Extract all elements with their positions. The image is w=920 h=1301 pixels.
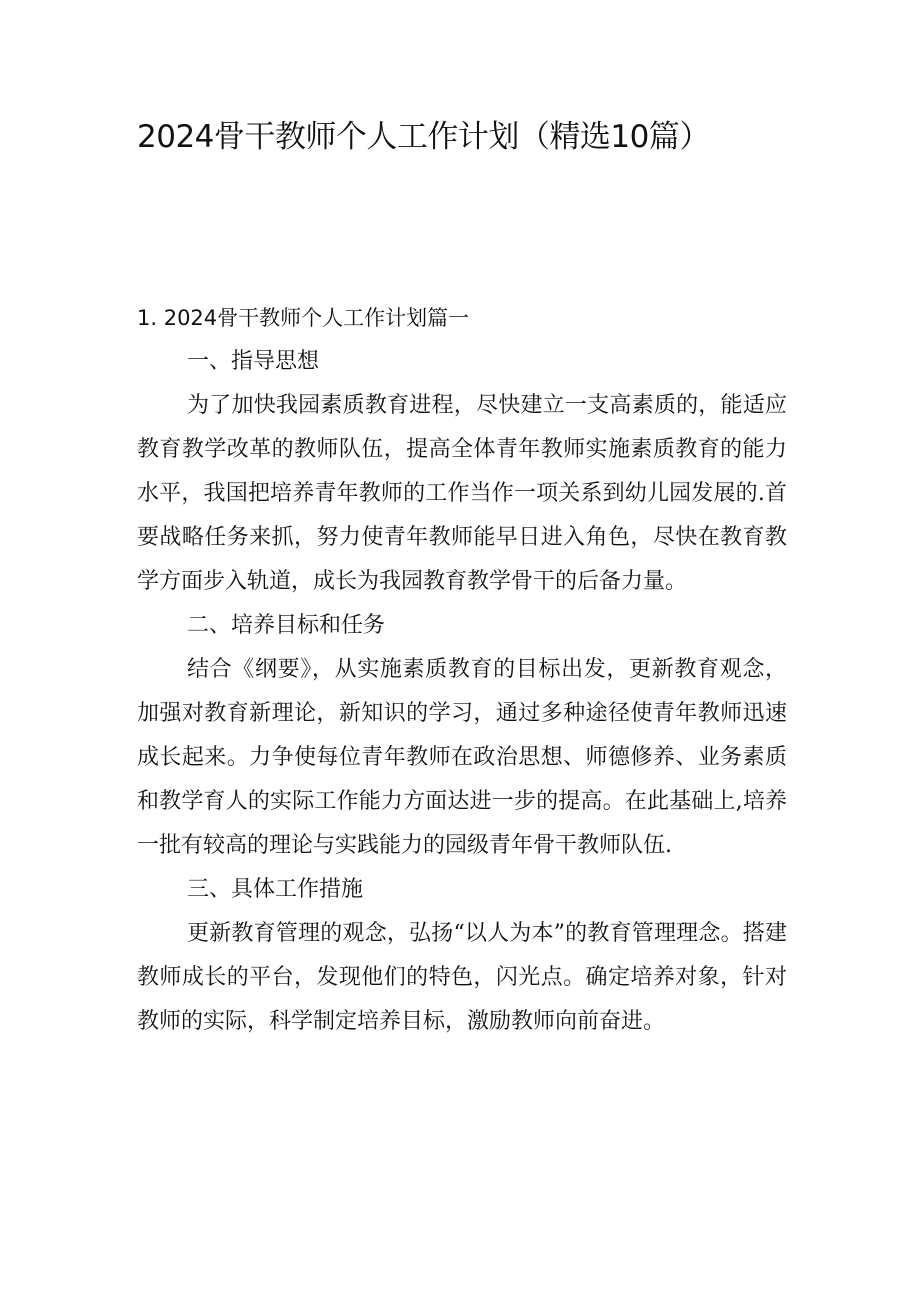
document-title: 2024骨干教师个人工作计划（精选10篇） <box>137 119 710 155</box>
paragraph-guiding-ideology: 为了加快我园素质教育进程，尽快建立一支高素质的，能适应教育教学改革的教师队伍，提高全体青年教师实施素质教育的能力水平，我国把培养青年教师的工作当作一项关系到幼儿园发展的.首要战略任务来抓，努力使青年教师能早日进入角色，尽快在教育教学方面步入轨道，成长为我园教育教学骨干的后备力量。 <box>137 393 787 594</box>
paragraph-work-measures: 更新教育管理的观念，弘扬“以人为本”的教育管理理念。搭建教师成长的平台，发现他们的特色，闪光点。确定培养对象，针对教师的实际，科学制定培养目标，激励教师向前奋进。 <box>137 921 787 1034</box>
section-heading-work-measures: 三、具体工作措施 <box>187 877 364 902</box>
paragraph-training-goals: 结合《纲要》，从实施素质教育的目标出发，更新教育观念，加强对教育新理论，新知识的学习，通过多种途径使青年教师迅速成长起来。力争使每位青年教师在政治思想、师德修养、业务素质和教学育人的实际工作能力方面达进一步的提高。在此基础上,培养一批有较高的理论与实践能力的园级青年骨干教师队伍. <box>137 657 787 858</box>
article-heading: 1. 2024骨干教师个人工作计划篇一 <box>137 306 470 330</box>
section-heading-training-goals: 二、培养目标和任务 <box>187 613 386 638</box>
document-body <box>137 296 787 1044</box>
section-heading-guiding-ideology: 一、指导思想 <box>187 349 320 374</box>
